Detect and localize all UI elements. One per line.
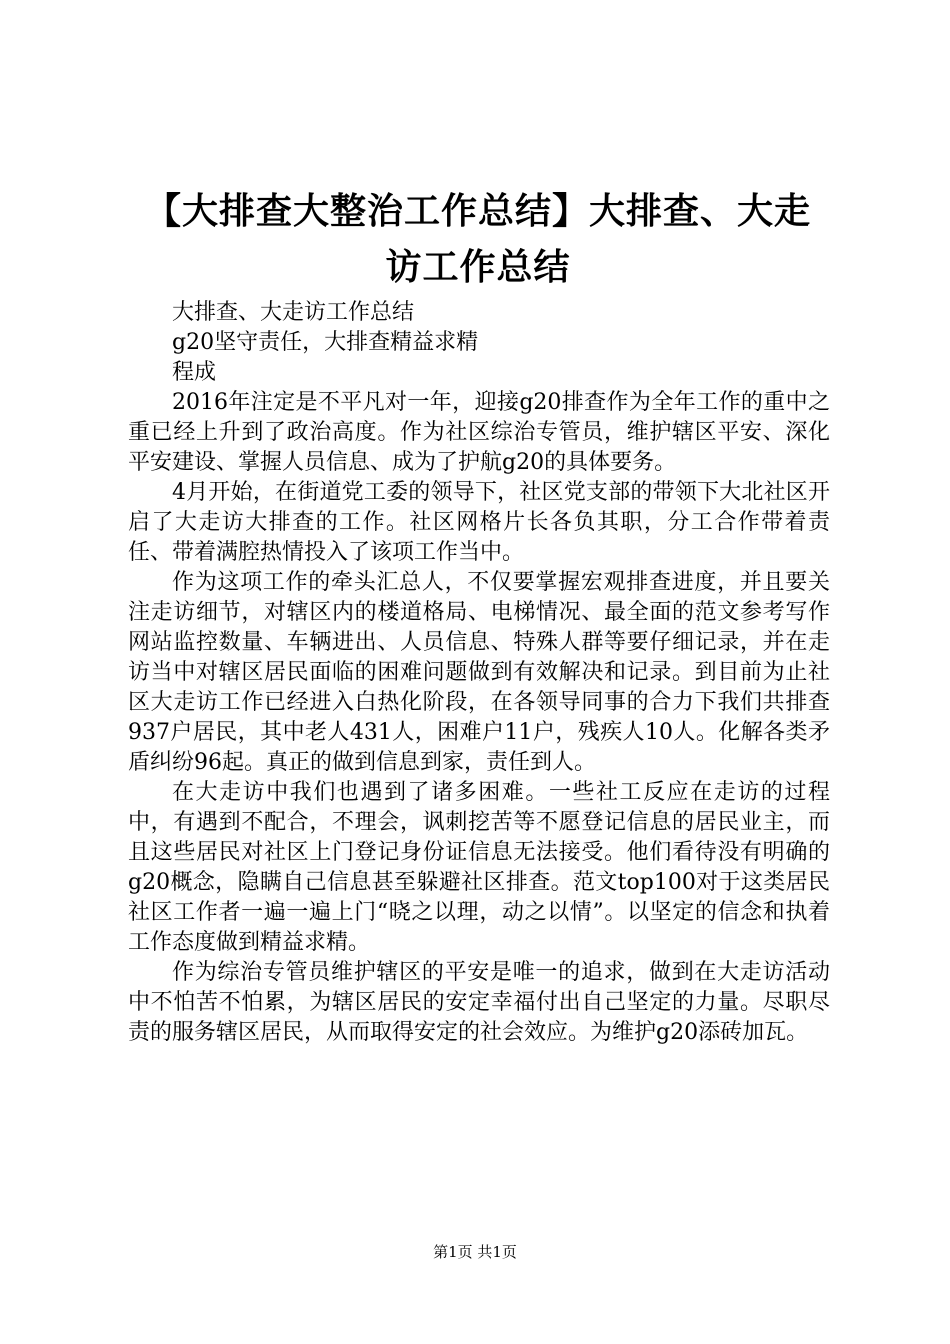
page-number-footer: 第1页 共1页 (433, 1243, 517, 1261)
subtitle-line: 大排查、大走访工作总结 (172, 300, 415, 325)
body-paragraph: 2016年注定是不平凡对一年，迎接g20排查作为全年工作的重中之重已经上升到了政治高度。作为社区综治专管员，维护辖区平安、深化平安建设、掌握人员信息、成为了护航g20的具体要务。 (128, 390, 830, 475)
document-title: 【大排查大整治工作总结】大排查、大走访工作总结 (144, 190, 811, 288)
body-paragraph: 作为综治专管员维护辖区的平安是唯一的追求，做到在大走访活动中不怕苦不怕累，为辖区居民的安定幸福付出自己坚定的力量。尽职尽责的服务辖区居民，从而取得安定的社会效应。为维护g20添砖加瓦。 (128, 960, 830, 1045)
subheading-line: g20坚守责任，大排查精益求精 (172, 330, 479, 355)
author-name: 程成 (172, 360, 217, 385)
body-paragraph: 在大走访中我们也遇到了诸多困难。一些社工反应在走访的过程中，有遇到不配合，不理会，讽刺挖苦等不愿登记信息的居民业主，而且这些居民对社区上门登记身份证信息无法接受。他们看待没有明确的g20概念，隐瞒自己信息甚至躲避社区排查。范文top100对于这类居民社区工作者一遍一遍上门“晓之以理，动之以情”。以坚定的信念和执着工作态度做到精益求精。 (128, 780, 830, 955)
document-body (128, 298, 830, 1048)
body-paragraph: 作为这项工作的牵头汇总人，不仅要掌握宏观排查进度，并且要关注走访细节，对辖区内的楼道格局、电梯情况、最全面的范文参考写作网站监控数量、车辆进出、人员信息、特殊人群等要仔细记录，并在走访当中对辖区居民面临的困难问题做到有效解决和记录。到目前为止社区大走访工作已经进入白热化阶段，在各领导同事的合力下我们共排查937户居民，其中老人431人，困难户11户，残疾人10人。化解各类矛盾纠纷96起。真正的做到信息到家，责任到人。 (128, 570, 830, 775)
body-paragraph: 4月开始，在街道党工委的领导下，社区党支部的带领下大北社区开启了大走访大排查的工作。社区网格片长各负其职，分工合作带着责任、带着满腔热情投入了该项工作当中。 (128, 480, 830, 565)
